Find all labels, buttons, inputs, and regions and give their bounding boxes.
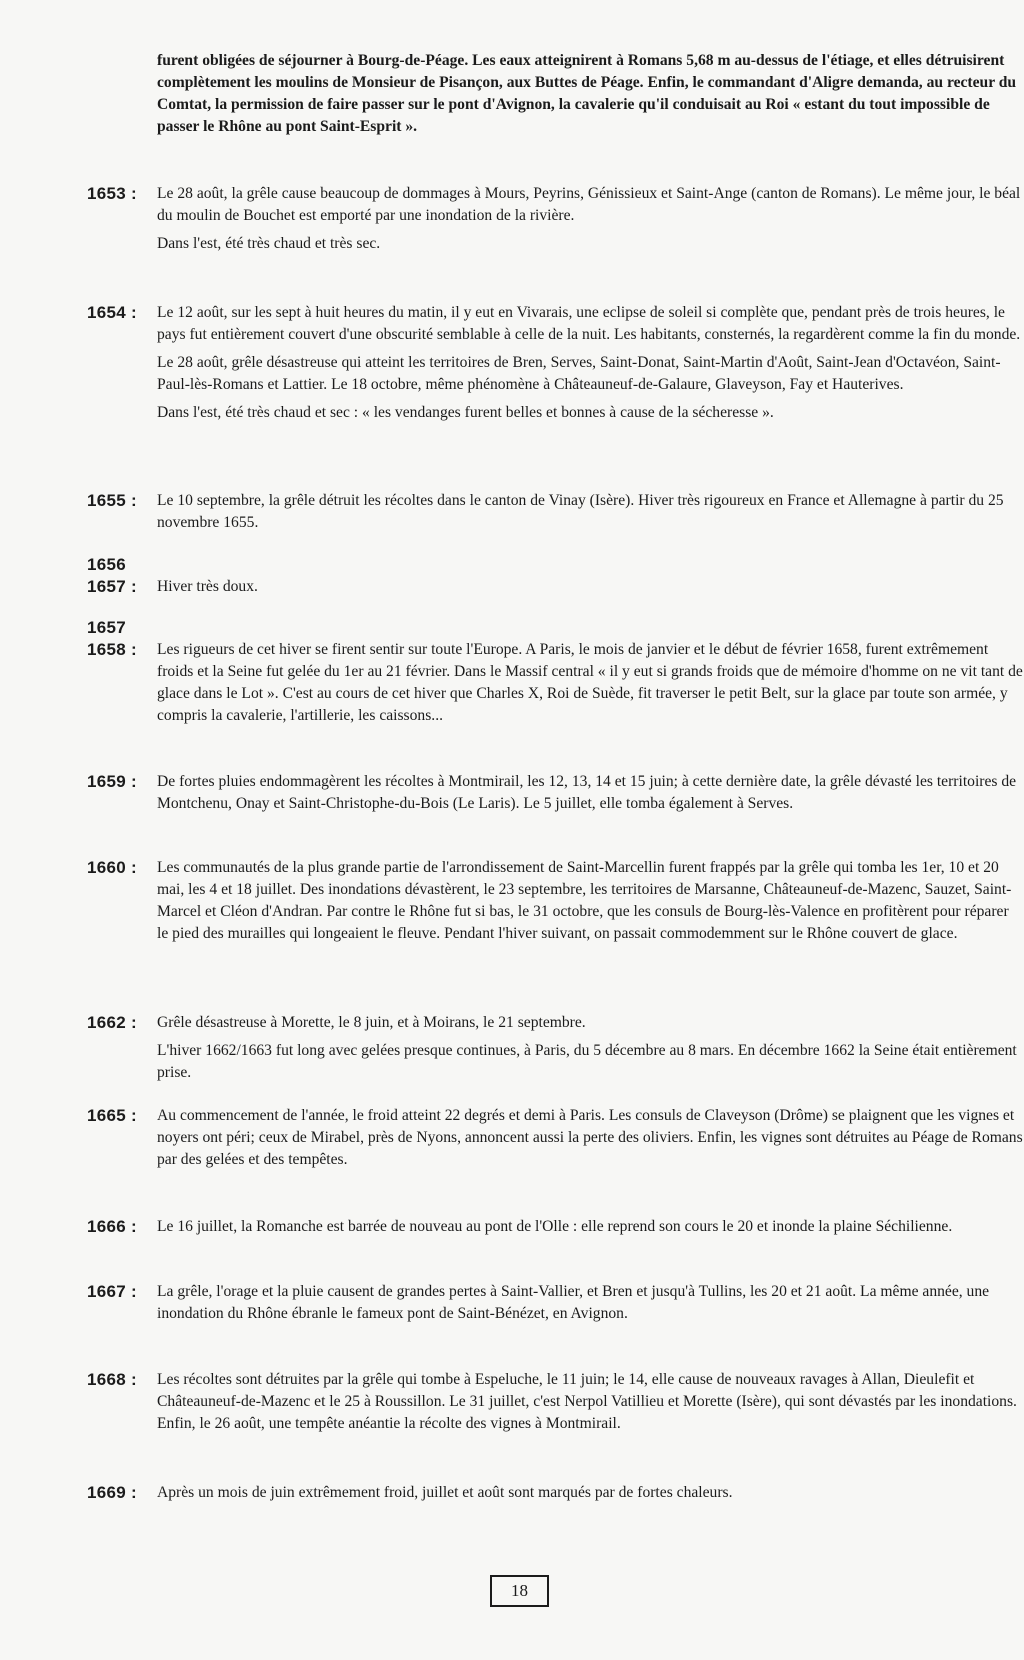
entry-paragraph: L'hiver 1662/1663 fut long avec gelées presque continues, à Paris, du 5 décembre au 8 mars. En décembre 1662 la Seine était entièrement prise. — [157, 1042, 1017, 1081]
entry-body — [157, 1482, 1023, 1504]
entry-year: 1666 : — [87, 1217, 138, 1236]
entry-year: 1667 : — [87, 1282, 138, 1301]
entry-paragraph: Les communautés de la plus grande partie de l'arrondissement de Saint-Marcellin furent frappés par la grêle qui tomba les 1er, 10 et 20 mai, les 4 et 18 juillet. Des inondations dévastèrent, le 23 septembre, les territoires de Marsanne, Châteauneuf-de-Mazenc, Sauzet, Saint-Marcel et Cléon d'Andran. Par contre le Rhône fut si bas, le 31 octobre, que les consuls de Bourg-lès-Valence en profitèrent pour réparer le pied des murailles qui longeaient le fleuve. Pendant l'hiver suivant, on passait commodemment sur le Rhône couvert de glace. — [157, 859, 1012, 942]
entry-year: 1655 : — [87, 491, 138, 510]
entry-paragraph: Hiver très doux. — [157, 578, 258, 595]
entry-paragraph: Le 16 juillet, la Romanche est barrée de nouveau au pont de l'Olle : elle reprend son cours le 20 et inonde la plaine Séchilienne. — [157, 1218, 953, 1235]
entry-body — [157, 183, 1023, 255]
entry-body — [157, 1012, 1023, 1084]
entry-paragraph: Le 28 août, la grêle cause beaucoup de dommages à Mours, Peyrins, Génissieux et Saint-Ange (canton de Romans). Le même jour, le béal du moulin de Bouchet est emporté par une inondation de la rivière. — [157, 185, 1021, 224]
continuation-paragraph — [157, 50, 1023, 138]
entry-paragraph: Le 12 août, sur les sept à huit heures du matin, il y eut en Vivarais, une eclipse de soleil si complète que, pendant près de trois heures, le pays fut entièrement couvert d'une obscurité semblable à celle de la nuit. Les habitants, consternés, la regardèrent comme la fin du monde. — [157, 304, 1021, 343]
entry-year: 1657 — [87, 618, 127, 637]
entry-paragraph: Grêle désastreuse à Morette, le 8 juin, et à Moirans, le 21 septembre. — [157, 1014, 586, 1031]
continuation-text: furent obligées de séjourner à Bourg-de-Péage. Les eaux atteignirent à Romans 5,68 m au-dessus de l'étiage, et elles détruisirent complètement les moulins de Monsieur de Pisançon, aux Buttes de Péage. Enfin, le commandant d'Aligre demanda, au recteur du Comtat, la permission de faire passer sur le pont d'Avignon, la cavalerie qu'il conduisait au Roi « estant du tout impossible de passer le Rhône au pont Saint-Esprit ». — [157, 52, 1017, 135]
entry-body — [157, 1105, 1023, 1171]
entry-year: 1669 : — [87, 1483, 138, 1502]
entry-body — [157, 1281, 1023, 1325]
entry-paragraph: Dans l'est, été très chaud et sec : « les vendanges furent belles et bonnes à cause de la sécheresse ». — [157, 404, 774, 421]
entry-paragraph: Le 10 septembre, la grêle détruit les récoltes dans le canton de Vinay (Isère). Hiver très rigoureux en France et Allemagne à partir du 25 novembre 1655. — [157, 492, 1004, 531]
entry-paragraph: Le 28 août, grêle désastreuse qui atteint les territoires de Bren, Serves, Saint-Donat, Saint-Martin d'Août, Saint-Jean d'Octavéon, Saint-Paul-lès-Romans et Lattier. Le 18 octobre, même phénomène à Châteauneuf-de-Galaure, Glaveyson, Fay et Hauterives. — [157, 354, 1001, 393]
entry-year-end: 1658 : — [87, 640, 138, 659]
entry-paragraph: Après un mois de juin extrêmement froid, juillet et août sont marqués par de fortes chaleurs. — [157, 1484, 733, 1501]
entry-body — [157, 639, 1023, 727]
entry-year: 1660 : — [87, 858, 138, 877]
entry-body — [157, 302, 1023, 424]
entry-year: 1653 : — [87, 184, 138, 203]
entry-body — [157, 576, 1023, 598]
entry-body — [157, 1369, 1023, 1435]
entry-year: 1665 : — [87, 1106, 138, 1125]
entry-paragraph: De fortes pluies endommagèrent les récoltes à Montmirail, les 12, 13, 14 et 15 juin; à cette dernière date, la grêle dévasté les territoires de Montchenu, Onay et Saint-Christophe-du-Bois (Le Laris). Le 5 juillet, elle tomba également à Serves. — [157, 773, 1017, 812]
entry-year: 1668 : — [87, 1370, 138, 1389]
entry-paragraph: La grêle, l'orage et la pluie causent de grandes pertes à Saint-Vallier, et Bren et jusqu'à Tullins, les 20 et 21 août. La même année, une inondation du Rhône ébranle le fameux pont de Saint-Bénézet, en Avignon. — [157, 1283, 990, 1322]
entry-paragraph: Les récoltes sont détruites par la grêle qui tombe à Espeluche, le 11 juin; le 14, elle cause de nouveaux ravages à Allan, Dieulefit et Châteauneuf-de-Mazenc et le 25 à Roussillon. Le 31 juillet, c'est Nerpol Vatillieu et Morette (Isère), qui sont dévastés par les inondations. Enfin, le 26 août, une tempête anéantie la récolte des vignes à Montmirail. — [157, 1371, 1017, 1432]
entry-body — [157, 771, 1023, 815]
entry-year: 1662 : — [87, 1013, 138, 1032]
entry-year: 1656 — [87, 555, 127, 574]
entry-paragraph: Les rigueurs de cet hiver se firent sentir sur toute l'Europe. A Paris, le mois de janvier et le début de février 1658, furent extrêmement froids et la Seine fut gelée du 1er au 21 février. Dans le Massif central « il y eut si grands froids que de mémoire d'homme on ne vit tant de glace dans le Lot ». C'est au cours de cet hiver que Charles X, Roi de Suède, fit traverser le petit Belt, sur la glace par toute son armée, y compris la cavalerie, l'artillerie, les caissons... — [157, 641, 1023, 724]
entry-body — [157, 1216, 1023, 1238]
entry-body — [157, 857, 1023, 945]
entry-year: 1654 : — [87, 303, 138, 322]
entry-body — [157, 490, 1023, 534]
entry-paragraph: Au commencement de l'année, le froid atteint 22 degrés et demi à Paris. Les consuls de Claveyson (Drôme) se plaignent que les vignes et noyers ont péri; ceux de Mirabel, près de Nyons, annoncent aussi la perte des oliviers. Enfin, les vignes sont détruites au Péage de Romans par des gelées et des tempêtes. — [157, 1107, 1023, 1168]
entry-year-end: 1657 : — [87, 577, 138, 596]
page-number: 18 — [490, 1575, 549, 1607]
entry-year: 1659 : — [87, 772, 138, 791]
entry-paragraph: Dans l'est, été très chaud et très sec. — [157, 235, 381, 252]
